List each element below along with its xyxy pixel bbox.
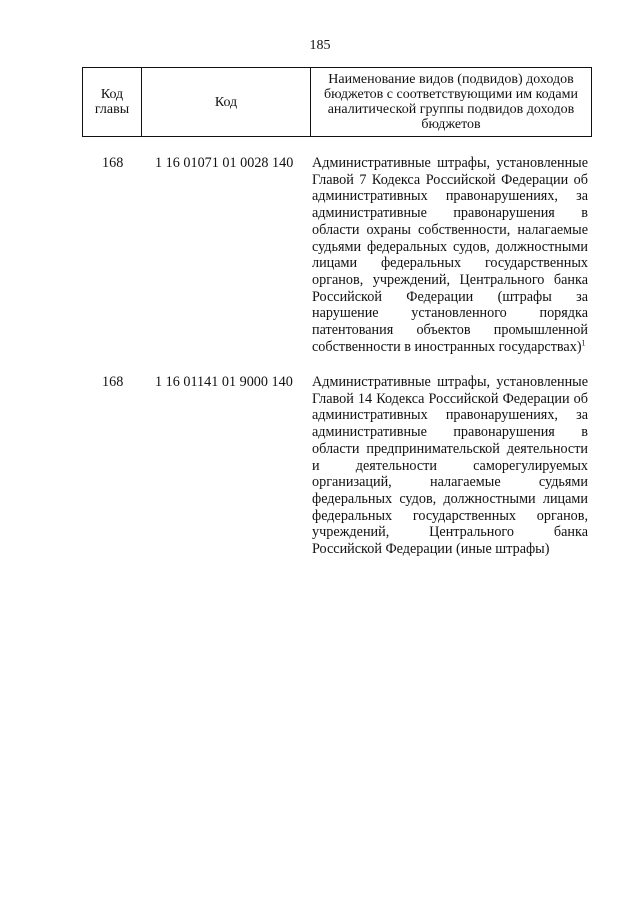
table-header xyxy=(82,67,592,137)
row-chapter-code: 168 xyxy=(102,374,124,390)
header-name: Наименование видов (подвидов) доходов бюджетов с соответствующими им кодами аналитической группы подвидов доходов бюджетов xyxy=(311,68,592,137)
footnote-marker: 1 xyxy=(581,338,586,347)
row-code: 1 16 01141 01 9000 140 xyxy=(155,374,293,390)
row-chapter-code: 168 xyxy=(102,155,124,171)
header-code: Код xyxy=(142,68,311,137)
row-code: 1 16 01071 01 0028 140 xyxy=(155,155,294,171)
page-number: 185 xyxy=(309,38,331,53)
row-description: Административные штрафы, установленные Главой 14 Кодекса Российской Федерации об административных правонарушениях, за административные правонарушения в области предпринимательской деятельности и деятельности саморегулируемых организаций, налагаемые судьями федеральных судов, должностными лицами федеральных государственных органов, учреждений, Центрального банка Российской Федерации (иные штрафы) xyxy=(312,374,588,558)
row-description: Административные штрафы, установленные Главой 7 Кодекса Российской Федерации об административных правонарушениях, за административные правонарушения в области охраны собственности, налагаемые судьями федеральных судов, должностными лицами федеральных государственных органов, учреждений, Центрального банка Российской Федерации (штрафы за нарушение установленного порядка патентования объектов промышленной собственности в иностранных государствах)$^1$ xyxy=(312,155,588,355)
header-chapter-code: Код главы xyxy=(83,68,142,137)
